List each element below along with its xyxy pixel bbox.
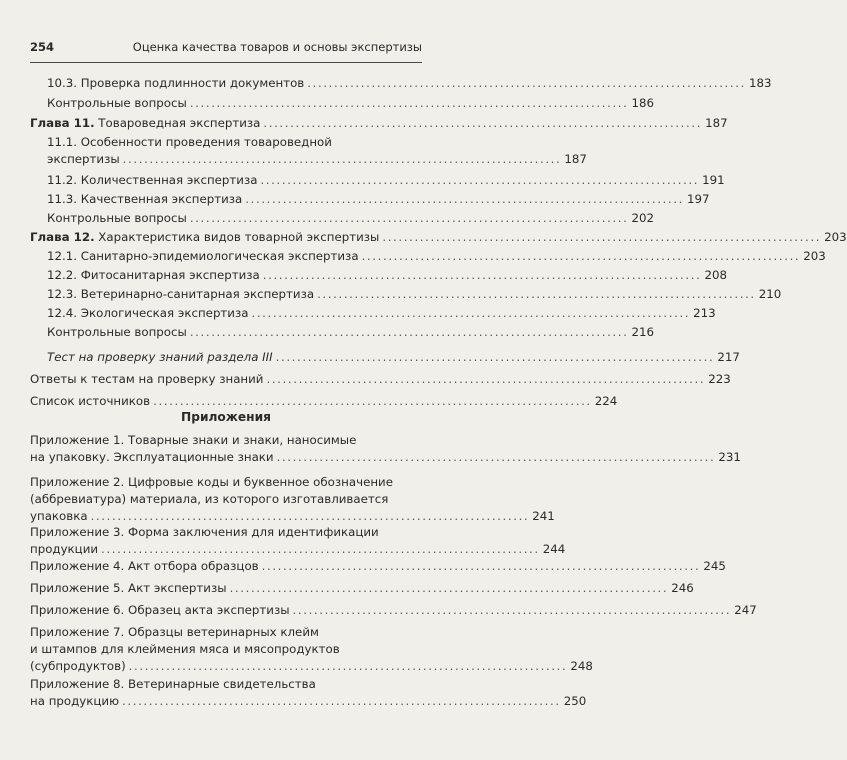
appendix-entry-title-cont: на продукцию (30, 694, 120, 708)
leader-dots: .................................................................................. (128, 659, 568, 673)
appendix-heading: Приложения (181, 410, 271, 424)
toc-entry[interactable] (47, 95, 655, 112)
toc-entry[interactable] (47, 349, 740, 366)
appendix-entry[interactable] (30, 624, 593, 675)
toc-entry[interactable] (47, 324, 655, 341)
toc-entry[interactable] (30, 393, 618, 410)
appendix-entry[interactable] (30, 524, 566, 558)
appendix-entry[interactable] (30, 432, 741, 466)
leader-dots: .................................................................................. (189, 211, 629, 225)
toc-page: 217 (717, 350, 740, 364)
leader-dots: .................................................................................. (122, 152, 562, 166)
appendix-entry[interactable] (30, 558, 726, 575)
appendix-entry-title: Приложение 5. Акт экспертизы (30, 581, 227, 595)
leader-dots: .................................................................................. (262, 268, 702, 282)
toc-entry[interactable] (47, 286, 782, 303)
toc-entry[interactable] (30, 371, 731, 388)
toc-entry-title: 12.1. Санитарно-эпидемиологическая экспертиза (47, 249, 359, 263)
appendix-entry-title: Приложение 6. Образец акта экспертизы (30, 603, 290, 617)
toc-entry-title: 11.1. Особенности проведения товароведной (47, 135, 332, 149)
appendix-entry-title: Приложение 3. Форма заключения для идентификации (30, 525, 379, 539)
toc-chapter[interactable] (30, 229, 847, 246)
leader-dots: .................................................................................. (292, 603, 732, 617)
toc-page: 187 (705, 116, 728, 130)
appendix-page: 250 (563, 694, 587, 708)
toc-page: 203 (824, 230, 847, 244)
toc-entry-title: 12.3. Ветеринарно-санитарная экспертиза (47, 287, 315, 301)
appendix-entry[interactable] (30, 602, 757, 619)
toc-page: 203 (803, 249, 826, 263)
leader-dots: .................................................................................. (229, 581, 669, 595)
toc-entry[interactable] (47, 191, 710, 208)
appendix-entry-title-cont: (субпродуктов) (30, 659, 126, 673)
leader-dots: .................................................................................. (263, 116, 703, 130)
leader-dots: .................................................................................. (266, 372, 706, 386)
appendix-entry[interactable] (30, 580, 694, 597)
leader-dots: .................................................................................. (275, 350, 715, 364)
leader-dots: .................................................................................. (361, 249, 801, 263)
appendix-entry-title-line2: (аббревиатура) материала, из которого изготавливается (30, 492, 389, 506)
leader-dots: .................................................................................. (101, 542, 540, 556)
appendix-entry-title: Приложение 2. Цифровые коды и буквенное обозначение (30, 475, 393, 489)
appendix-entry-title-cont: на упаковку. Эксплуатационные знаки (30, 450, 274, 464)
toc-page: 186 (631, 96, 655, 110)
toc-entry-title: Ответы к тестам на проверку знаний (30, 372, 264, 386)
appendix-entry-title: Приложение 4. Акт отбора образцов (30, 559, 259, 573)
chapter-label: Глава 11. (30, 116, 95, 130)
toc-entry[interactable] (47, 172, 725, 189)
toc-entry-title: Контрольные вопросы (47, 211, 187, 225)
toc-page: 191 (702, 173, 725, 187)
leader-dots: .................................................................................. (261, 559, 701, 573)
page-number: 254 (30, 40, 55, 54)
appendix-page: 248 (570, 659, 593, 673)
appendix-entry-title: Приложение 8. Ветеринарные свидетельства (30, 677, 316, 691)
appendix-page: 246 (671, 581, 694, 595)
appendix-page: 241 (532, 509, 555, 523)
toc-page: 197 (686, 192, 710, 206)
leader-dots: .................................................................................. (317, 287, 756, 301)
toc-entry[interactable] (47, 305, 716, 322)
appendix-entry-title-line2: и штампов для клеймения мяса и мясопродуктов (30, 642, 340, 656)
leader-dots: .................................................................................. (153, 394, 592, 408)
appendix-page: 244 (542, 542, 566, 556)
toc-page: 210 (758, 287, 782, 301)
appendix-entry-title-cont: упаковка (30, 509, 88, 523)
toc-page: 208 (704, 268, 727, 282)
toc-entry-title: Список источников (30, 394, 151, 408)
appendix-page: 245 (703, 559, 726, 573)
running-title: Оценка качества товаров и основы экспертизы (132, 40, 422, 54)
appendix-entry-title: Приложение 1. Товарные знаки и знаки, наносимые (30, 433, 357, 447)
appendix-entry[interactable] (30, 676, 587, 710)
leader-dots: .................................................................................. (189, 325, 629, 339)
toc-entry-title: Характеристика видов товарной экспертизы (94, 230, 380, 244)
appendix-entry-title-cont: продукции (30, 542, 99, 556)
toc-entry-title: Контрольные вопросы (47, 325, 187, 339)
leader-dots: .................................................................................. (382, 230, 822, 244)
appendix-page: 247 (734, 603, 757, 617)
leader-dots: .................................................................................. (189, 96, 629, 110)
leader-dots: .................................................................................. (245, 192, 684, 206)
toc-entry[interactable] (47, 210, 655, 227)
page-header (30, 40, 422, 54)
toc-page: 183 (748, 76, 772, 90)
leader-dots: .................................................................................. (260, 173, 700, 187)
toc-entry-title: Тест на проверку знаний раздела III (47, 350, 273, 364)
toc-entry-title: Товароведная экспертиза (94, 116, 261, 130)
leader-dots: .................................................................................. (307, 76, 746, 90)
appendix-page: 231 (718, 450, 741, 464)
toc-page: 213 (693, 306, 716, 320)
header-rule (30, 62, 422, 63)
toc-page: 223 (708, 372, 731, 386)
toc-page: 216 (631, 325, 655, 339)
toc-entry-title: 12.2. Фитосанитарная экспертиза (47, 268, 260, 282)
appendix-entry-title: Приложение 7. Образцы ветеринарных клейм (30, 625, 319, 639)
leader-dots: .................................................................................. (90, 509, 530, 523)
toc-page: 224 (594, 394, 618, 408)
toc-page: 202 (631, 211, 655, 225)
toc-page: 187 (564, 152, 587, 166)
toc-entry[interactable] (47, 248, 826, 265)
toc-chapter[interactable] (30, 115, 728, 132)
toc-entry[interactable] (47, 134, 587, 168)
toc-entry[interactable] (47, 267, 727, 284)
toc-entry[interactable] (47, 75, 772, 92)
toc-entry-title-cont: экспертизы (47, 152, 120, 166)
toc-entry-title: 11.2. Количественная экспертиза (47, 173, 258, 187)
chapter-label: Глава 12. (30, 230, 95, 244)
leader-dots: .................................................................................. (276, 450, 716, 464)
leader-dots: .................................................................................. (251, 306, 691, 320)
toc-entry-title: 12.4. Экологическая экспертиза (47, 306, 249, 320)
toc-entry-title: 10.3. Проверка подлинности документов (47, 76, 305, 90)
toc-entry-title: Контрольные вопросы (47, 96, 187, 110)
appendix-entry[interactable] (30, 474, 555, 525)
toc-entry-title: 11.3. Качественная экспертиза (47, 192, 243, 206)
leader-dots: .................................................................................. (122, 694, 561, 708)
